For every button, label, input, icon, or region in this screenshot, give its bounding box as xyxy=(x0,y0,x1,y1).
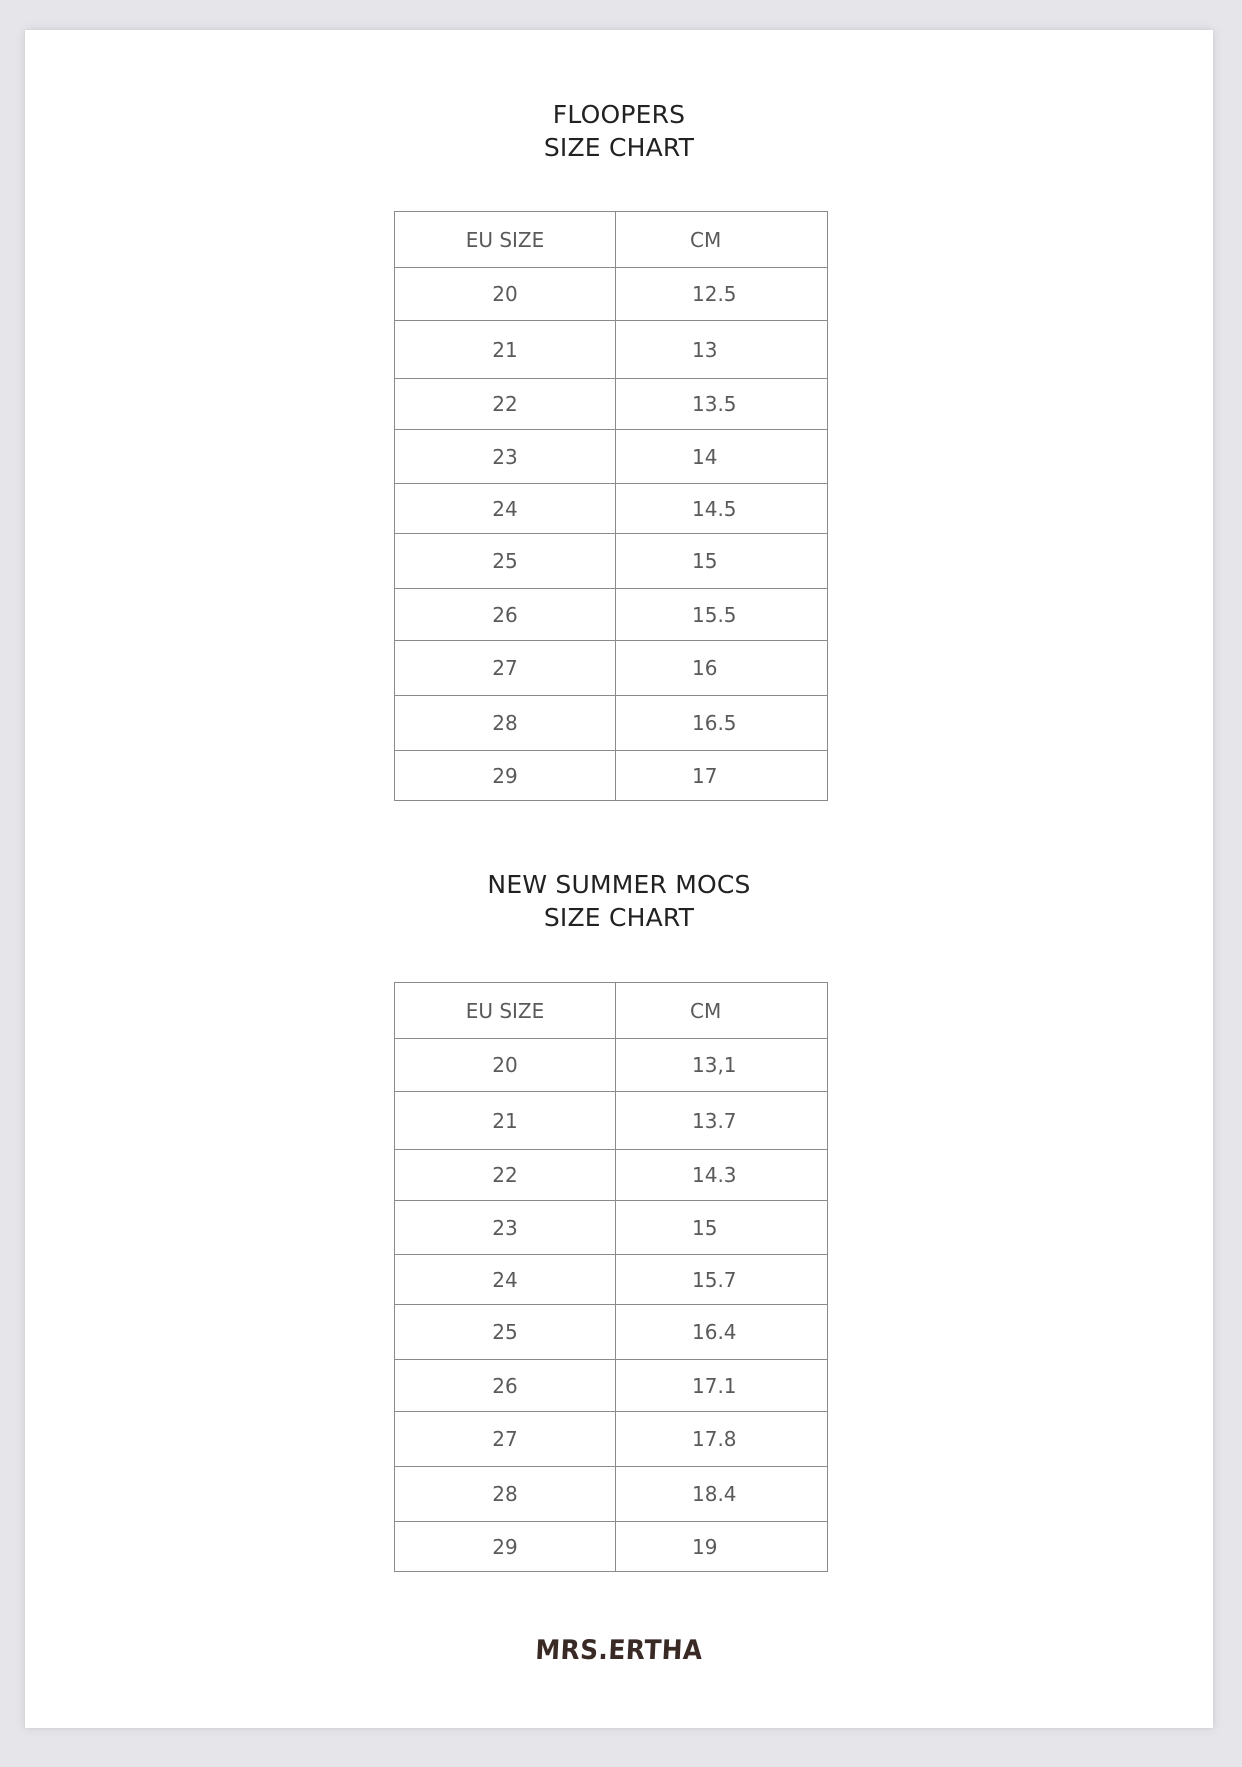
summer-mocs-size-table xyxy=(394,982,828,1572)
cm-cell: 13.7 xyxy=(692,1108,737,1133)
table-row xyxy=(395,483,827,533)
eu-size-cell: 24 xyxy=(395,1255,616,1304)
header-eu-size: EU SIZE xyxy=(395,983,616,1038)
summer-mocs-title-line1: NEW SUMMER MOCS xyxy=(487,870,751,899)
table-header-row xyxy=(395,212,827,267)
table-row xyxy=(395,1254,827,1304)
cm-cell: 12.5 xyxy=(692,282,737,306)
cm-cell: 13 xyxy=(692,337,718,362)
eu-size-cell: 20 xyxy=(395,268,616,320)
eu-size-cell: 29 xyxy=(395,1522,616,1571)
header-cm: CM xyxy=(690,227,722,252)
eu-size-cell: 22 xyxy=(395,1150,616,1200)
table-row xyxy=(395,695,827,750)
eu-size-cell: 25 xyxy=(395,534,616,588)
eu-size-cell: 28 xyxy=(395,696,616,750)
eu-size-cell: 22 xyxy=(395,379,616,429)
eu-size-cell: 27 xyxy=(395,1412,616,1466)
floopers-size-table xyxy=(394,211,828,801)
floopers-title-line1: FLOOPERS xyxy=(552,100,686,129)
cm-cell: 16 xyxy=(692,656,718,680)
eu-size-cell: 21 xyxy=(395,1092,616,1149)
eu-size-cell: 29 xyxy=(395,751,616,800)
cm-cell: 15 xyxy=(692,549,718,573)
cm-cell: 14.5 xyxy=(692,496,737,521)
brand-logo: MRS.ERTHA xyxy=(534,1635,704,1666)
eu-size-cell: 26 xyxy=(395,1360,616,1411)
eu-size-cell: 23 xyxy=(395,1201,616,1254)
eu-size-cell: 27 xyxy=(395,641,616,695)
table-row xyxy=(395,1200,827,1254)
eu-size-cell: 24 xyxy=(395,484,616,533)
header-cm: CM xyxy=(690,998,722,1023)
cm-cell: 13.5 xyxy=(692,392,737,416)
summer-mocs-title-line2: SIZE CHART xyxy=(543,903,695,932)
eu-size-cell: 23 xyxy=(395,430,616,483)
summer-mocs-title xyxy=(25,868,1213,934)
eu-size-cell: 21 xyxy=(395,321,616,378)
cm-cell: 17 xyxy=(692,763,718,788)
cm-cell: 14 xyxy=(692,444,718,469)
table-row xyxy=(395,640,827,695)
header-eu-size: EU SIZE xyxy=(395,212,616,267)
cm-cell: 15.5 xyxy=(692,602,737,627)
table-row xyxy=(395,1304,827,1359)
cm-cell: 19 xyxy=(692,1534,718,1559)
eu-size-cell: 28 xyxy=(395,1467,616,1521)
table-row xyxy=(395,1038,827,1091)
cm-cell: 13,1 xyxy=(692,1053,737,1077)
table-row xyxy=(395,1521,827,1571)
floopers-title xyxy=(25,98,1213,164)
cm-cell: 18.4 xyxy=(692,1482,737,1506)
cm-cell: 16.5 xyxy=(692,711,737,735)
cm-cell: 17.1 xyxy=(692,1373,737,1398)
eu-size-cell: 26 xyxy=(395,589,616,640)
cm-cell: 15 xyxy=(692,1215,718,1240)
table-row xyxy=(395,1359,827,1411)
table-row xyxy=(395,320,827,378)
floopers-title-line2: SIZE CHART xyxy=(543,133,695,162)
table-row xyxy=(395,1411,827,1466)
eu-size-cell: 25 xyxy=(395,1305,616,1359)
eu-size-cell: 20 xyxy=(395,1039,616,1091)
table-row xyxy=(395,1091,827,1149)
cm-cell: 16.4 xyxy=(692,1320,737,1344)
table-header-row xyxy=(395,983,827,1038)
table-row xyxy=(395,1466,827,1521)
table-row xyxy=(395,533,827,588)
table-row xyxy=(395,429,827,483)
table-row xyxy=(395,267,827,320)
cm-cell: 14.3 xyxy=(692,1163,737,1187)
document-page xyxy=(25,30,1213,1728)
cm-cell: 17.8 xyxy=(692,1427,737,1451)
table-row xyxy=(395,750,827,800)
cm-cell: 15.7 xyxy=(692,1267,737,1292)
table-row xyxy=(395,378,827,429)
table-row xyxy=(395,1149,827,1200)
table-row xyxy=(395,588,827,640)
